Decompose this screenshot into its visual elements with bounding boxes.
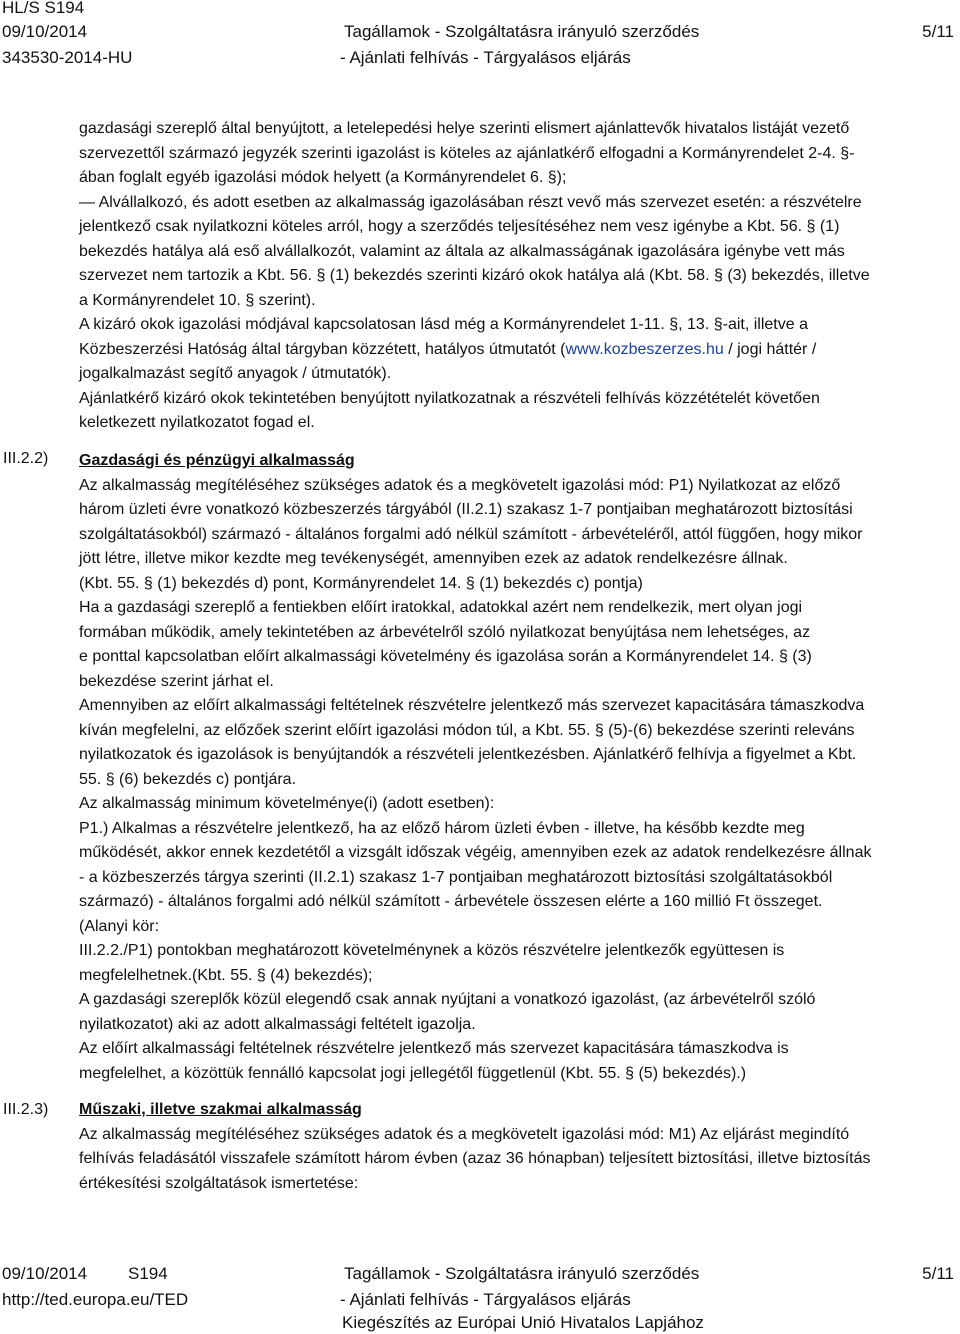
- section-heading-economic: Gazdasági és pénzügyi alkalmasság: [79, 452, 355, 469]
- footer-url: http://ted.europa.eu/TED: [2, 1290, 189, 1309]
- header-title-line2: - Ajánlati felhívás - Tárgyalásos eljárás: [340, 48, 631, 67]
- link-prefix-text: Közbeszerzési Hatóság által tárgyban közzétett, hatályos útmutatót (: [79, 340, 566, 358]
- header-doc-code: HL/S S194: [2, 0, 85, 17]
- paragraph-line: Amennyiben az előírt alkalmassági feltételnek részvételre jelentkező más szervezet kapacitására támaszkodva: [79, 697, 865, 714]
- paragraph-line: A kizáró okok igazolási módjával kapcsolatosan lásd még a Kormányrendelet 1-11. §, 13. §-ait, illetve a: [79, 316, 808, 333]
- paragraph-line: szervezettől származó jegyzék szerinti igazolást is köteles az ajánlatkérő elfogadni a Kormányrendelet 2-4. §-: [79, 144, 855, 162]
- paragraph-line: (Kbt. 55. § (1) bekezdés d) pont, Kormányrendelet 14. § (1) bekezdés c) pontja): [79, 574, 643, 592]
- section-number-iii-2-2: III.2.2): [3, 450, 49, 467]
- paragraph-line: felhívás feladásától visszafele számított három évben (azaz 36 hónapban) teljesített biztosítási, illetve biztosítás: [79, 1150, 871, 1167]
- paragraph-line: három üzleti évre vonatkozó közbeszerzés tárgyából (II.2.1) szakasz 1-7 pontjaiban meghatározott biztosítási: [79, 501, 853, 518]
- paragraph-line: jelentkező csak nyilatkozni köteles arról, hogy a szerződés teljesítéséhez nem vesz igénybe a Kbt. 56. § (1): [79, 218, 840, 235]
- paragraph-line: formában működik, amely tekintetében az árbevételről szóló nyilatkozat benyújtása nem lehetséges, az: [79, 623, 811, 641]
- paragraph-line: — Alvállalkozó, és adott esetben az alkalmasság igazolásában részt vevő más szervezet esetén: a részvételre: [79, 193, 862, 211]
- paragraph-line: A gazdasági szereplők közül elegendő csak annak nyújtani a vonatkozó igazolást, (az árbevételről szóló: [79, 991, 816, 1008]
- paragraph-line: megfelelhetnek.(Kbt. 55. § (4) bekezdés);: [79, 966, 373, 984]
- footer-date: 09/10/2014: [2, 1264, 88, 1283]
- exclusion-grounds-text: [79, 117, 959, 436]
- paragraph-line: keletkezett nyilatkozatot fogad el.: [79, 414, 315, 431]
- paragraph-line: értékesítési szolgáltatások ismertetése:: [79, 1174, 359, 1192]
- paragraph-line: a Kormányrendelet 10. § szerint).: [79, 291, 316, 309]
- header-doc-id: 343530-2014-HU: [2, 48, 133, 67]
- paragraph-line: bekezdés hatálya alá eső alvállalkozót, valamint az általa az alkalmasságának igazolására igénybe vett más: [79, 242, 845, 260]
- section-heading-technical: Műszaki, illetve szakmai alkalmasság: [79, 1101, 362, 1118]
- paragraph-line: jött létre, illetve mikor kezdte meg tevékenységét, amennyiben ezek az adatok rendelkezésre állnak.: [79, 550, 788, 567]
- footer-title-line3: Kiegészítés az Európai Unió Hivatalos Lapjához: [342, 1313, 704, 1332]
- header-page-number: 5/11: [922, 22, 954, 41]
- paragraph-line: származó) - általános forgalmi adó nélkül számított - árbevétele összesen elérte a 160 millió Ft összeget.: [79, 893, 823, 910]
- technical-professional-ability-section: [79, 1098, 959, 1196]
- paragraph-line: III.2.2./P1) pontokban meghatározott követelménynek a közös részvételre jelentkezők együttesen is: [79, 942, 785, 959]
- paragraph-line: bekezdése szerint járhat el.: [79, 672, 274, 690]
- header-date: 09/10/2014: [2, 22, 88, 41]
- paragraph-line: Ha a gazdasági szereplő a fentiekben előírt iratokkal, adatokkal azért nem rendelkezik, mert olyan jogi: [79, 599, 803, 616]
- paragraph-line: gazdasági szereplő által benyújtott, a letelepedési helye szerinti elismert ajánlattevők hivatalos listáját vezető: [79, 120, 850, 137]
- paragraph-line: szervezet nem tartozik a Kbt. 56. § (1) bekezdés szerinti kizáró okok hatálya alá (Kbt. 58. § (3) bekezdés, illetve: [79, 267, 870, 284]
- kozbeszerzes-link[interactable]: www.kozbeszerzes.hu: [565, 340, 724, 358]
- paragraph-line: működését, akkor ennek kezdetétől a vizsgált időszak végéig, amennyiben ezek az adatok rendelkezésre állnak: [79, 844, 872, 861]
- footer-page-number: 5/11: [922, 1264, 954, 1283]
- paragraph-line: megfelelhet, a közöttük fennálló kapcsolat jogi jellegétől függetlenül (Kbt. 55. § (5) bekezdés).): [79, 1064, 747, 1082]
- paragraph-line: ában foglalt egyéb igazolási módok helyett (a Kormányrendelet 6. §);: [79, 169, 567, 186]
- paragraph-line: (Alanyi kör:: [79, 917, 160, 935]
- link-suffix-text: / jogi háttér /: [723, 340, 817, 358]
- footer-title-line1: Tagállamok - Szolgáltatásra irányuló szerződés: [344, 1264, 700, 1283]
- paragraph-line: - a közbeszerzés tárgya szerinti (II.2.1) szakasz 1-7 pontjaiban meghatározott biztosítási szolgáltatásokból: [79, 868, 833, 886]
- paragraph-line: Az alkalmasság megítéléséhez szükséges adatok és a megkövetelt igazolási mód: M1) Az eljárást megindító: [79, 1125, 850, 1143]
- paragraph-line: e ponttal kapcsolatban előírt alkalmassági követelmény és igazolása során a Kormányrendelet 14. § (3): [79, 648, 812, 665]
- economic-financial-standing-section: [79, 449, 959, 1086]
- paragraph-line: szolgáltatásokból) származó - általános forgalmi adó nélkül számított - árbevételéről, attól függően, hogy mikor: [79, 525, 863, 543]
- paragraph-line: Az alkalmasság minimum követelménye(i) (adott esetben):: [79, 795, 495, 812]
- paragraph-line: nyilatkozatok és igazolások is benyújtandók a részvételi jelentkezésben. Ajánlatkérő felhívja a figyelmet a Kbt.: [79, 746, 857, 763]
- paragraph-line: kíván megfelelni, az előzőek szerint előírt igazolási módon túl, a Kbt. 55. § (5)-(6) bekezdése szerinti releváns: [79, 721, 855, 739]
- paragraph-line: jogalkalmazást segítő anyagok / útmutatók).: [79, 365, 392, 382]
- paragraph-line: Az alkalmasság megítéléséhez szükséges adatok és a megkövetelt igazolási mód: P1) Nyilatkozat az előző: [79, 476, 841, 494]
- paragraph-line: Az előírt alkalmassági feltételnek részvételre jelentkező más szervezet kapacitására támaszkodva is: [79, 1040, 789, 1057]
- paragraph-line-with-link: [79, 338, 959, 363]
- footer-title-line2: - Ajánlati felhívás - Tárgyalásos eljárás: [340, 1290, 631, 1309]
- section-number-iii-2-3: III.2.3): [3, 1101, 49, 1118]
- paragraph-line: 55. § (6) bekezdés c) pontjára.: [79, 770, 297, 788]
- header-title-line1: Tagállamok - Szolgáltatásra irányuló szerződés: [344, 22, 700, 41]
- paragraph-line: nyilatkozatot) aki az adott alkalmassági feltételt igazolja.: [79, 1015, 476, 1033]
- footer-series: S194: [128, 1264, 168, 1283]
- paragraph-line: Ajánlatkérő kizáró okok tekintetében benyújtott nyilatkozatnak a részvételi felhívás közzétételét követően: [79, 389, 820, 407]
- paragraph-line: P1.) Alkalmas a részvételre jelentkező, ha az előző három üzleti évben - illetve, ha később kezdte meg: [79, 819, 805, 837]
